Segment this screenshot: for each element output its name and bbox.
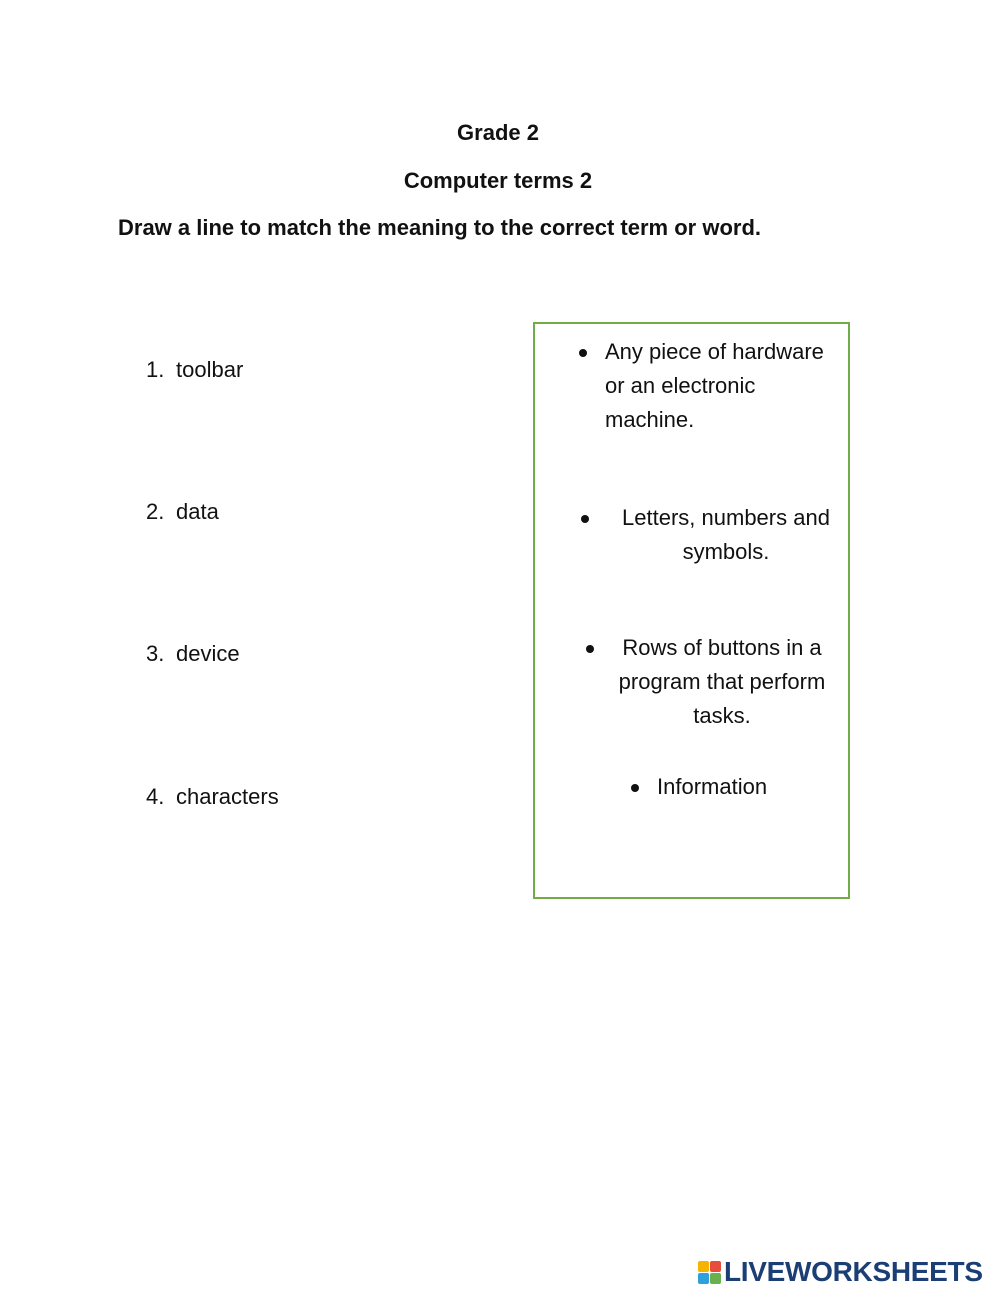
term-item-data[interactable] — [146, 498, 219, 526]
bullet-icon — [631, 784, 639, 792]
term-item-characters[interactable] — [146, 783, 279, 811]
term-label: characters — [176, 784, 279, 809]
term-item-toolbar[interactable] — [146, 356, 243, 384]
term-number: 3. — [146, 641, 165, 666]
grade-heading: Grade 2 — [457, 120, 539, 145]
logo-square-icon — [698, 1273, 709, 1284]
term-label: data — [176, 499, 219, 524]
worksheet-title: Computer terms 2 — [403, 168, 593, 193]
logo-text: LIVEWORKSHEETS — [724, 1256, 983, 1287]
term-number: 2. — [146, 499, 165, 524]
meaning-text: Letters, numbers and symbols. — [622, 505, 830, 564]
logo-square-icon — [710, 1261, 721, 1272]
meaning-item[interactable] — [535, 499, 848, 579]
meaning-text: Information — [657, 774, 768, 799]
meaning-text: Any piece of hardware or an electronic machine. — [605, 339, 824, 432]
bullet-icon — [586, 645, 594, 653]
logo-square-icon — [710, 1273, 721, 1284]
instruction-text: Draw a line to match the meaning to the correct term or word. — [118, 215, 762, 240]
meanings-box — [533, 322, 850, 899]
meaning-item[interactable] — [535, 324, 848, 444]
term-number: 1. — [146, 357, 165, 382]
term-number: 4. — [146, 784, 165, 809]
term-item-device[interactable] — [146, 640, 240, 668]
term-label: device — [176, 641, 240, 666]
logo-mark-icon — [698, 1261, 721, 1284]
term-label: toolbar — [176, 357, 244, 382]
meaning-item[interactable] — [535, 768, 848, 808]
bullet-icon — [581, 515, 589, 523]
liveworksheets-logo — [698, 1255, 983, 1289]
bullet-icon — [579, 349, 587, 357]
meaning-item[interactable] — [535, 629, 848, 739]
meaning-text: Rows of buttons in a program that perform tasks. — [618, 635, 826, 728]
logo-square-icon — [698, 1261, 709, 1272]
